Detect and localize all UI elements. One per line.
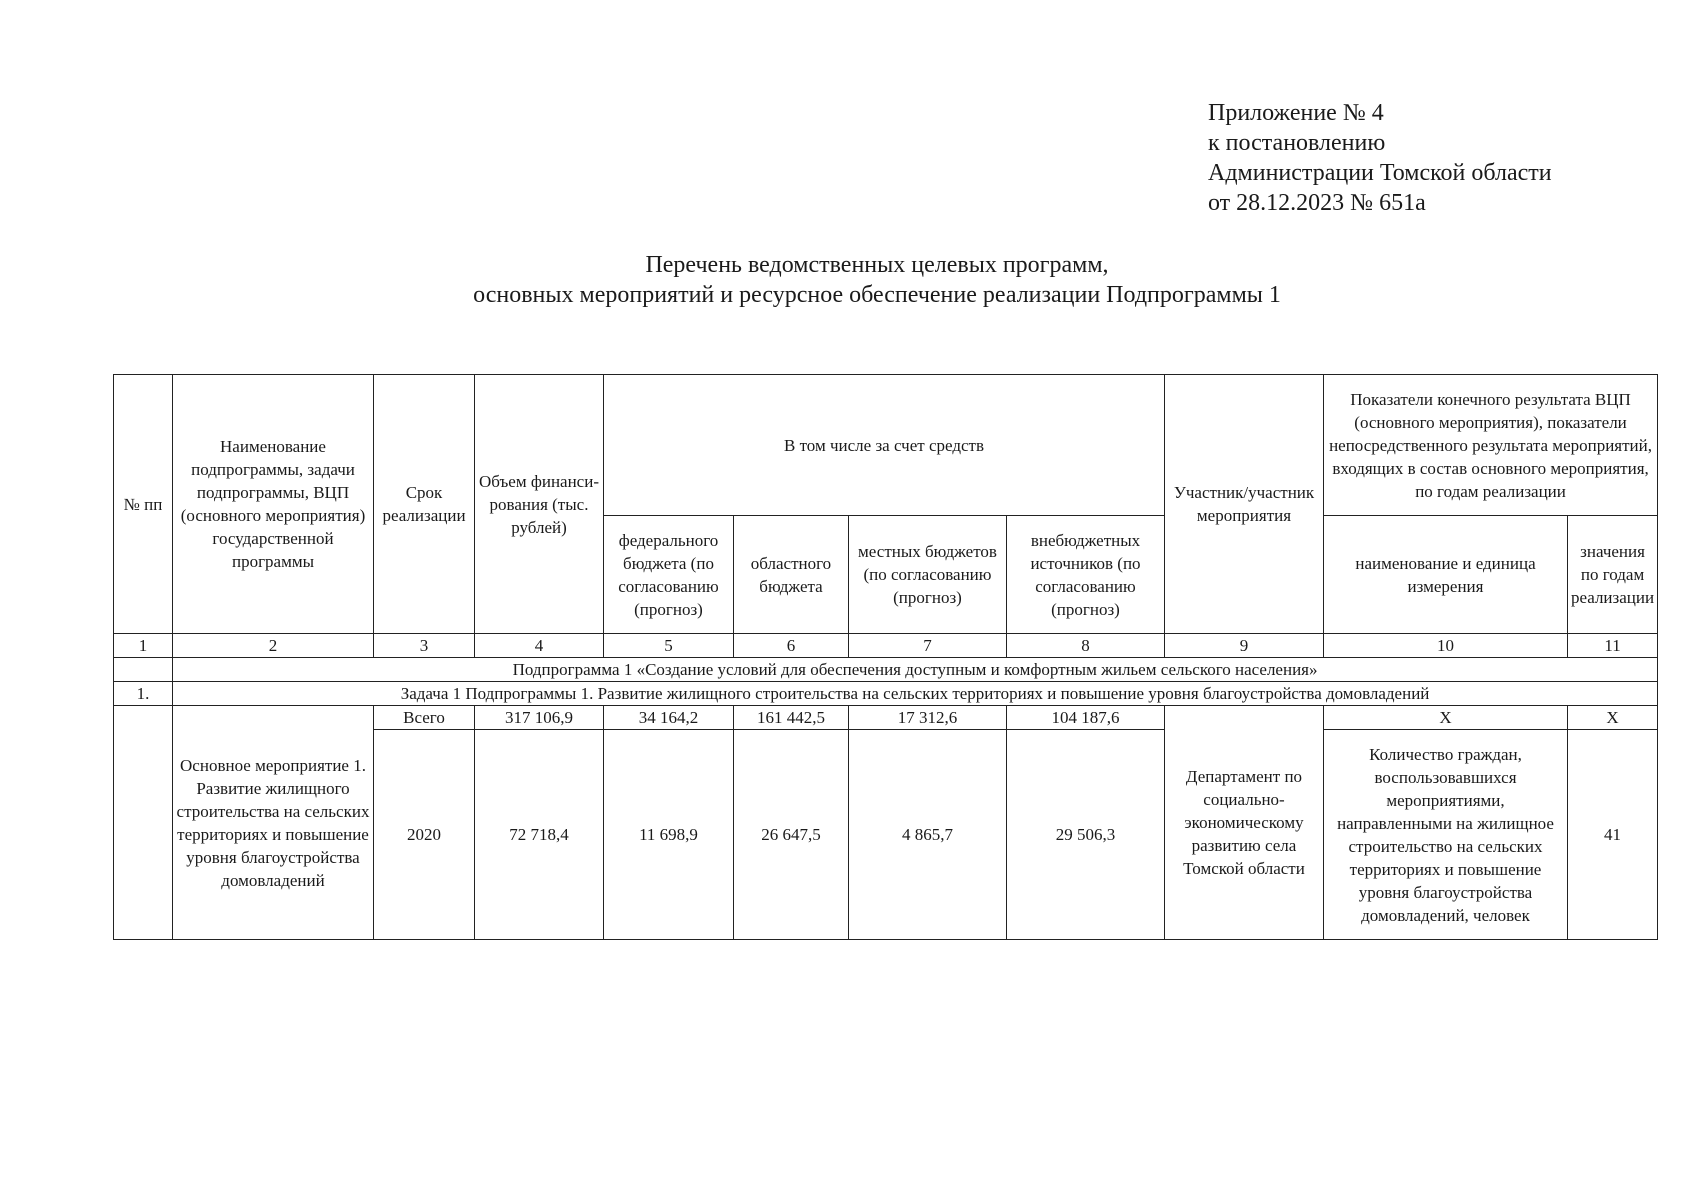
measure-name: Основное мероприятие 1. Развитие жилищного строительства на сельских территориях и повышение уровня благоустройства домовладений	[173, 706, 374, 940]
document-title	[0, 250, 1698, 310]
appendix-line-3: Администрации Томской области	[1208, 160, 1552, 186]
header-volume: Объем финанси-рования (тыс. рублей)	[475, 375, 604, 634]
program-table	[113, 374, 1658, 940]
header-num: № пп	[114, 375, 173, 634]
appendix-line-2: к постановлению	[1208, 130, 1386, 156]
header-indicator-values: значения по годам реализации	[1568, 516, 1658, 634]
column-number: 6	[734, 634, 849, 658]
column-numbers-row	[114, 634, 1658, 658]
subprogram-row	[114, 658, 1658, 682]
appendix-line-4: от 28.12.2023 № 651а	[1208, 190, 1426, 216]
header-local: местных бюджетов (по согласованию (прогноз)	[849, 516, 1007, 634]
column-number: 8	[1007, 634, 1165, 658]
header-indicators-group: Показатели конечного результата ВЦП (основного мероприятия), показатели непосредственного результата мероприятий, входящих в состав основного мероприятия, по годам реализации	[1324, 375, 1658, 516]
header-indicator-name: наименование и единица измерения	[1324, 516, 1568, 634]
total-regional: 161 442,5	[734, 706, 849, 730]
year-indicator-name: Количество граждан, воспользовавшихся мероприятиями, направленными на жилищное строительство на сельских территориях и повышение уровня благоустройства домовладений, человек	[1324, 730, 1568, 940]
header-term: Срок реализации	[374, 375, 475, 634]
year-volume: 72 718,4	[475, 730, 604, 940]
column-number: 1	[114, 634, 173, 658]
appendix-line-1: Приложение № 4	[1208, 100, 1384, 126]
title-line-2: основных мероприятий и ресурсное обеспечение реализации Подпрограммы 1	[473, 282, 1281, 308]
total-federal: 34 164,2	[604, 706, 734, 730]
header-extra: внебюджетных источников (по согласованию (прогноз)	[1007, 516, 1165, 634]
measure-participant: Департамент по социально-экономическому развитию села Томской области	[1165, 706, 1324, 940]
column-number: 2	[173, 634, 374, 658]
year-federal: 11 698,9	[604, 730, 734, 940]
task-title: Задача 1 Подпрограммы 1. Развитие жилищного строительства на сельских территориях и повышение уровня благоустройства домовладений	[173, 682, 1658, 706]
column-number: 10	[1324, 634, 1568, 658]
total-indicator-value: Х	[1568, 706, 1658, 730]
title-line-1: Перечень ведомственных целевых программ,	[645, 252, 1109, 278]
year-term: 2020	[374, 730, 475, 940]
header-name: Наименование подпрограммы, задачи подпрограммы, ВЦП (основного мероприятия) государственной программы	[173, 375, 374, 634]
total-local: 17 312,6	[849, 706, 1007, 730]
measure-total-row	[114, 706, 1658, 730]
column-number: 9	[1165, 634, 1324, 658]
column-number: 11	[1568, 634, 1658, 658]
year-regional: 26 647,5	[734, 730, 849, 940]
total-indicator-name: Х	[1324, 706, 1568, 730]
column-number: 3	[374, 634, 475, 658]
year-indicator-value: 41	[1568, 730, 1658, 940]
year-local: 4 865,7	[849, 730, 1007, 940]
column-number: 5	[604, 634, 734, 658]
column-number: 4	[475, 634, 604, 658]
header-regional: областного бюджета	[734, 516, 849, 634]
total-extra: 104 187,6	[1007, 706, 1165, 730]
appendix-block	[1208, 98, 1552, 218]
column-number: 7	[849, 634, 1007, 658]
header-sources-group: В том числе за счет средств	[604, 375, 1165, 516]
header-federal: федерального бюджета (по согласованию (прогноз)	[604, 516, 734, 634]
total-volume: 317 106,9	[475, 706, 604, 730]
subprogram-title: Подпрограмма 1 «Создание условий для обеспечения доступным и комфортным жильем сельского населения»	[173, 658, 1658, 682]
task-row	[114, 682, 1658, 706]
task-number: 1.	[114, 682, 173, 706]
header-participant: Участник/участник мероприятия	[1165, 375, 1324, 634]
total-term: Всего	[374, 706, 475, 730]
year-extra: 29 506,3	[1007, 730, 1165, 940]
